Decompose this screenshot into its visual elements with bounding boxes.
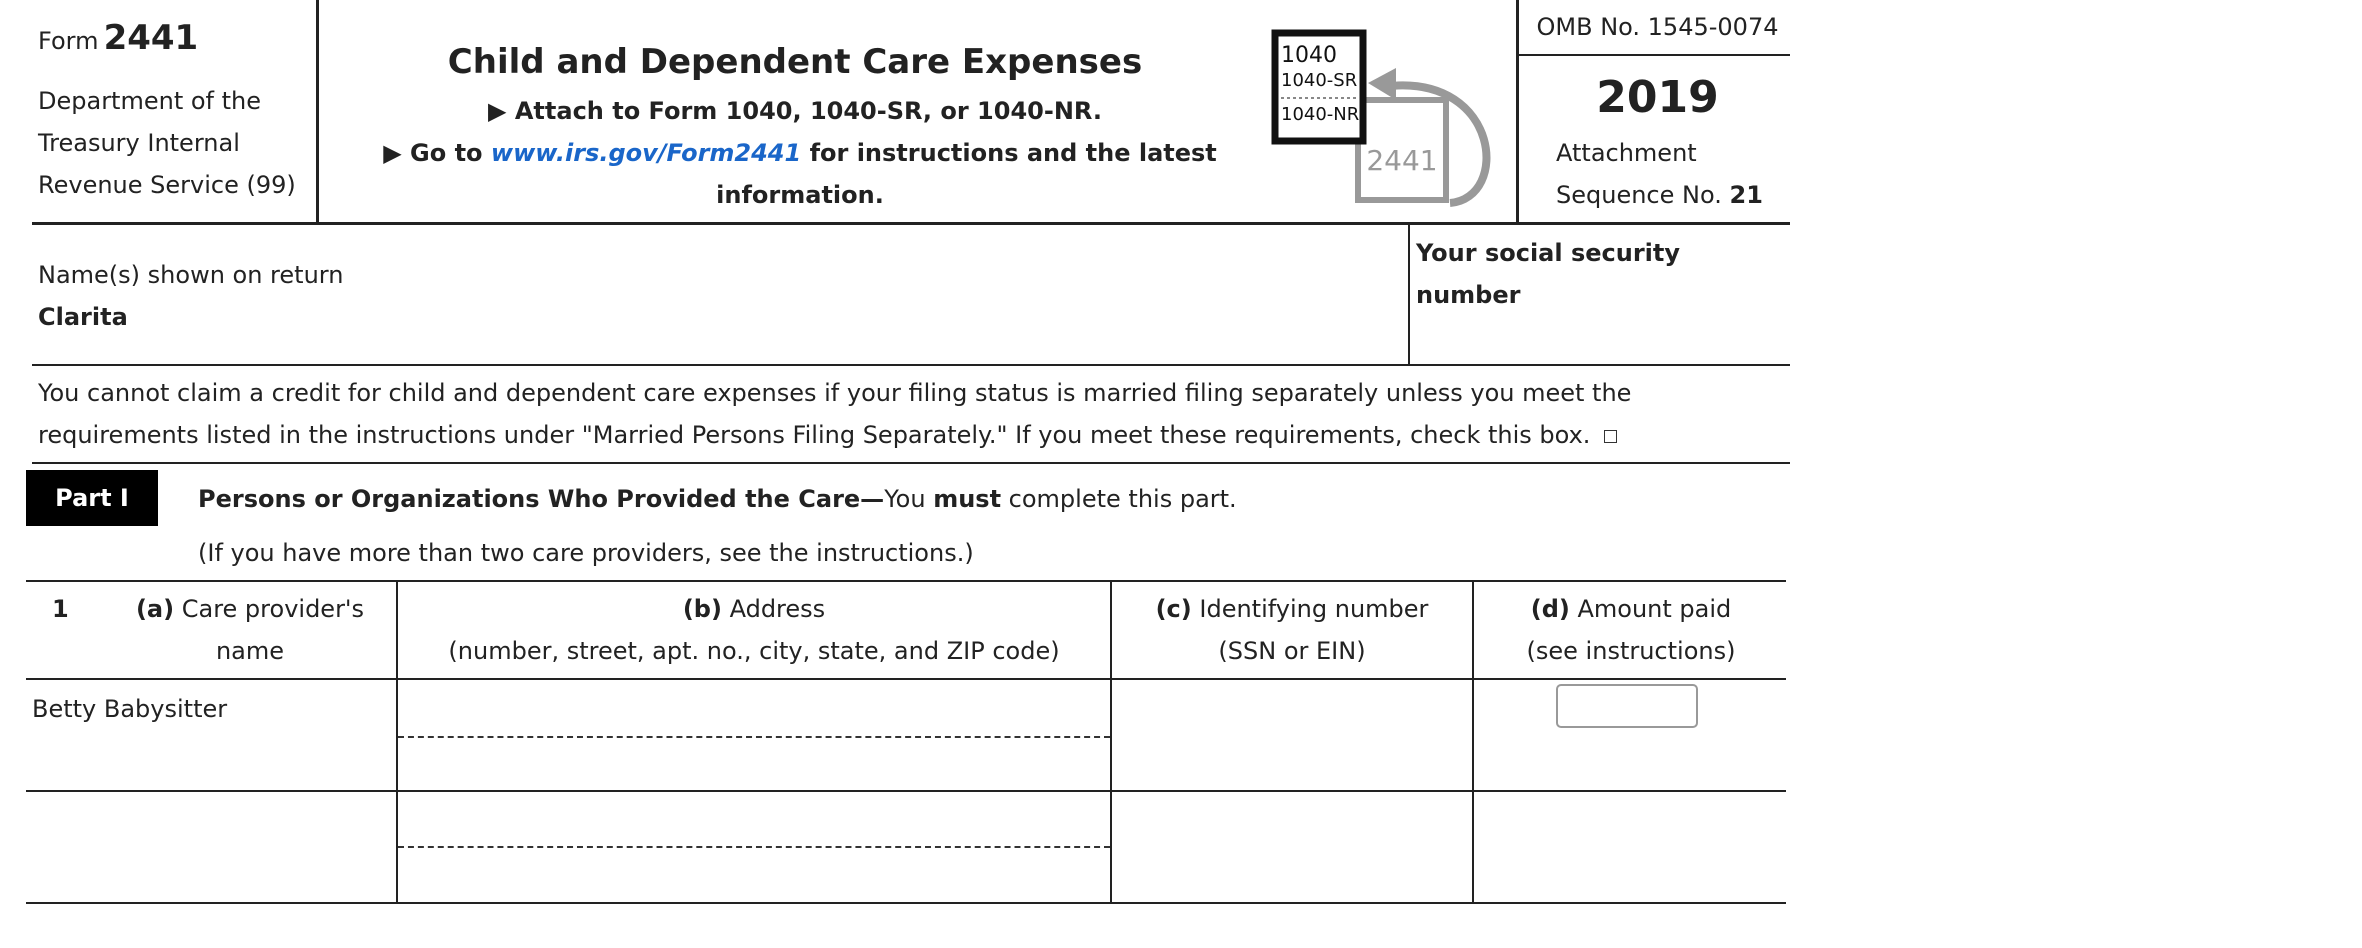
amount-paid-input-row-1[interactable]	[1556, 684, 1698, 728]
column-b-label: Address	[729, 595, 826, 623]
name-bottom-rule	[32, 364, 1790, 366]
name-label: Name(s) shown on return	[38, 261, 344, 289]
form-2441-attachment-icon	[1270, 28, 1520, 208]
icon-2441-label: 2441	[1366, 144, 1438, 177]
part-title-end: complete this part.	[1001, 485, 1237, 513]
irs-link[interactable]: www.irs.gov/Form2441	[490, 139, 802, 167]
form-label: Form	[38, 27, 99, 55]
part-subtitle: (If you have more than two care providers, see the instructions.)	[198, 539, 974, 567]
part-title-bold: Persons or Organizations Who Provided the Care—	[198, 485, 885, 513]
table-bottom-rule	[26, 902, 1786, 904]
department-text	[38, 80, 318, 206]
notice-bottom-rule	[32, 462, 1790, 464]
department-line-1: Department of the	[38, 87, 262, 115]
form-number-value: 2441	[103, 18, 199, 58]
form-number	[38, 18, 198, 62]
arrow-right-icon: ▶	[383, 139, 402, 167]
part-title-normal: You	[884, 485, 934, 513]
omb-number: OMB No. 1545-0074	[1536, 13, 1779, 41]
sequence-label: Sequence No.	[1556, 181, 1722, 209]
notice-line-2	[38, 414, 1617, 456]
column-header-d	[1476, 588, 1786, 672]
part-badge: Part I	[26, 470, 158, 526]
column-c-label: Identifying number	[1199, 595, 1429, 623]
department-line-3: Revenue Service (99)	[38, 171, 296, 199]
form-title: Child and Dependent Care Expenses	[447, 42, 1143, 82]
column-d-label: Amount paid	[1577, 595, 1732, 623]
attach-text: Attach to Form 1040, 1040-SR, or 1040-NR.	[514, 97, 1102, 125]
icon-1040sr-label: 1040-SR	[1281, 70, 1358, 91]
column-a-label: Care provider's name	[181, 595, 365, 665]
name-value: Clarita	[38, 303, 128, 331]
notice-line-1: You cannot claim a credit for child and dependent care expenses if your filing status is married filing separately unless you meet the	[38, 379, 1632, 407]
part-title-must: must	[933, 485, 1002, 513]
goto-prefix: Go to	[410, 139, 483, 167]
column-d-letter: (d)	[1530, 595, 1570, 623]
tax-year: 2019	[1596, 72, 1719, 123]
sequence-value: 21	[1729, 181, 1763, 209]
care-provider-name-row-1[interactable]: Betty Babysitter	[32, 695, 228, 723]
col-divider-a-b	[396, 580, 398, 904]
table-top-rule	[26, 580, 1786, 582]
column-b-letter: (b)	[682, 595, 722, 623]
column-header-c	[1114, 588, 1470, 672]
column-d-sublabel: (see instructions)	[1526, 637, 1736, 665]
column-b-sublabel: (number, street, apt. no., city, state, and ZIP code)	[448, 637, 1060, 665]
goto-suffix: for instructions and the latest information.	[716, 139, 1217, 209]
table-header-rule	[26, 678, 1786, 680]
address-divider-row-1	[398, 736, 1110, 738]
attachment-label: Attachment	[1556, 139, 1697, 167]
arrow-right-icon: ▶	[488, 97, 507, 125]
column-a-letter: (a)	[135, 595, 175, 623]
ssn-divider	[1408, 225, 1410, 365]
table-row-rule	[26, 790, 1786, 792]
address-divider-row-2	[398, 846, 1110, 848]
column-c-letter: (c)	[1155, 595, 1192, 623]
married-separately-checkbox[interactable]	[1604, 430, 1617, 443]
sequence-number	[1556, 174, 1763, 216]
header-divider-right	[1516, 0, 1519, 224]
icon-1040nr-label: 1040-NR	[1281, 104, 1360, 125]
ssn-label: Your social security number	[1416, 239, 1680, 309]
col-divider-b-c	[1110, 580, 1112, 904]
goto-instruction	[350, 132, 1250, 216]
column-c-sublabel: (SSN or EIN)	[1218, 637, 1366, 665]
line-number: 1	[52, 595, 69, 623]
column-header-b	[400, 588, 1108, 672]
part-title	[198, 478, 1237, 520]
attach-instruction	[320, 90, 1270, 132]
icon-1040-label: 1040	[1281, 43, 1337, 68]
department-line-2: Treasury Internal	[38, 129, 240, 157]
notice-line-2-text: requirements listed in the instructions under "Married Persons Filing Separately." If you meet these requirements, check this box.	[38, 421, 1591, 449]
header-divider-left	[316, 0, 319, 224]
header-bottom-rule	[32, 222, 1790, 225]
omb-underline	[1518, 54, 1790, 56]
column-header-a	[110, 588, 390, 672]
col-divider-c-d	[1472, 580, 1474, 904]
